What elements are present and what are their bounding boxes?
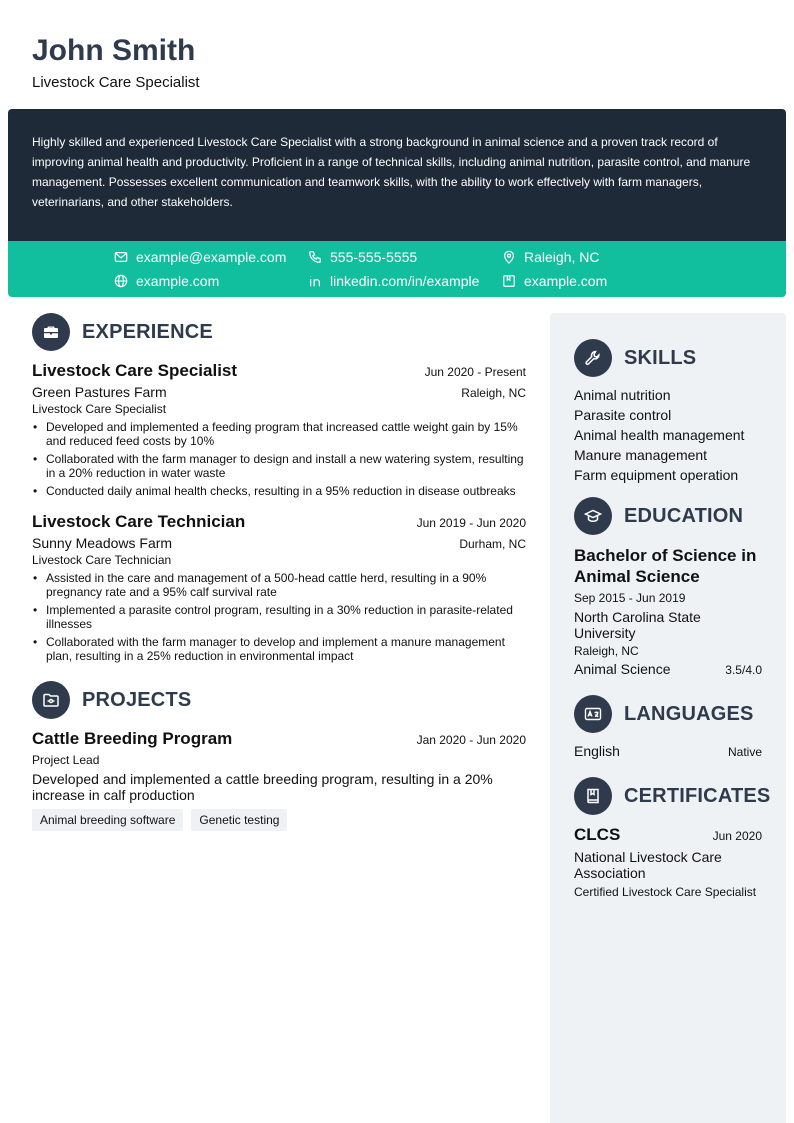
portfolio-icon	[502, 274, 516, 288]
contact-linkedin[interactable]	[308, 273, 479, 289]
main-column	[32, 313, 526, 831]
website-text: example.com	[136, 273, 220, 289]
graduation-cap-icon	[574, 497, 612, 535]
project-tags	[32, 809, 526, 831]
certificates-title: CERTIFICATES	[624, 784, 771, 807]
projects-heading	[32, 681, 526, 719]
languages-heading	[574, 695, 762, 733]
experience-title: EXPERIENCE	[82, 320, 213, 343]
certificate-date: Jun 2020	[712, 829, 762, 843]
education-field: Animal Science	[574, 661, 671, 677]
contact-bar	[8, 241, 786, 297]
linkedin-icon	[308, 274, 322, 288]
job-company: Sunny Meadows Farm	[32, 535, 173, 551]
email-text: example@example.com	[136, 249, 287, 265]
job-bullet: • Assisted in the care and management of a 500-head cattle herd, resulting in a 90% pregnancy rate and a 95% calf survival rate	[46, 571, 526, 599]
job-bullet: • Collaborated with the farm manager to develop and implement a manure management plan, resulting in a 25% reduction in environmental impact	[46, 635, 526, 663]
job-role: Livestock Care Specialist	[32, 402, 167, 416]
job-date: Jun 2019 - Jun 2020	[416, 516, 526, 530]
skill-item: Farm equipment operation	[574, 467, 739, 483]
languages-title: LANGUAGES	[624, 702, 754, 725]
linkedin-text: linkedin.com/in/example	[330, 273, 480, 289]
skills-heading	[574, 339, 762, 377]
project-tag: Animal breeding software	[32, 809, 183, 831]
location-pin-icon	[502, 250, 516, 264]
education-location: Raleigh, NC	[574, 644, 639, 658]
book-icon	[574, 777, 612, 815]
project-role: Project Lead	[32, 753, 100, 767]
translate-icon	[574, 695, 612, 733]
candidate-headline: Livestock Care Specialist	[32, 74, 200, 91]
education-date: Sep 2015 - Jun 2019	[574, 591, 686, 605]
certificate-name: CLCS	[574, 825, 621, 844]
skills-title: SKILLS	[624, 346, 697, 369]
email-icon	[114, 250, 128, 264]
education-degree: Bachelor of Science in Animal Science	[574, 546, 757, 586]
education-entry	[574, 545, 762, 677]
job-role: Livestock Care Technician	[32, 553, 172, 567]
job-bullet: • Developed and implemented a feeding program that increased cattle weight gain by 15% and reduced feed costs by 10%	[46, 420, 526, 448]
project-description: Developed and implemented a cattle breeding program, resulting in a 20% increase in calf production	[32, 771, 493, 803]
job-bullet: • Conducted daily animal health checks, resulting in a 95% reduction in disease outbreaks	[46, 484, 526, 498]
education-school: North Carolina State University	[574, 609, 701, 641]
skill-item: Animal nutrition	[574, 387, 671, 403]
project-tag: Genetic testing	[191, 809, 287, 831]
certificate-entry	[574, 825, 762, 899]
job-entry	[32, 512, 526, 663]
folder-icon	[32, 681, 70, 719]
job-title: Livestock Care Specialist	[32, 361, 238, 380]
job-date: Jun 2020 - Present	[424, 365, 526, 379]
phone-text: 555-555-5555	[330, 249, 418, 265]
projects-title: PROJECTS	[82, 688, 192, 711]
contact-email[interactable]	[114, 249, 286, 265]
skills-list	[574, 385, 762, 485]
certificates-heading	[574, 777, 771, 815]
location-text: Raleigh, NC	[524, 249, 600, 265]
experience-heading	[32, 313, 526, 351]
education-heading	[574, 497, 762, 535]
job-location: Raleigh, NC	[461, 386, 526, 400]
project-date: Jan 2020 - Jun 2020	[416, 733, 526, 747]
contact-portfolio[interactable]	[502, 273, 607, 289]
globe-icon	[114, 274, 128, 288]
job-title: Livestock Care Technician	[32, 512, 246, 531]
job-bullets	[32, 571, 526, 663]
job-company: Green Pastures Farm	[32, 384, 167, 400]
language-name: English	[574, 743, 620, 759]
candidate-name: John Smith	[32, 34, 196, 67]
summary-section	[8, 109, 786, 241]
language-item	[574, 743, 762, 759]
job-bullets	[32, 420, 526, 498]
job-bullet: • Implemented a parasite control program, resulting in a 30% reduction in parasite-related illnesses	[46, 603, 526, 631]
contact-website[interactable]	[114, 273, 219, 289]
resume-header	[32, 32, 200, 91]
language-level: Native	[727, 745, 762, 759]
wrench-icon	[574, 339, 612, 377]
sidebar-column	[550, 313, 786, 1123]
certificate-full-name: Certified Livestock Care Specialist	[574, 885, 757, 899]
briefcase-icon	[32, 313, 70, 351]
summary-text: Highly skilled and experienced Livestock Care Specialist with a strong background in animal science and a proven track record of improving animal health and productivity. Proficient in a range of technical skills, including animal nutrition, parasite control, and manure management. Possesses excellent communication and teamwork skills, with the ability to work effectively with farm managers, veterinarians, and other stakeholders.	[32, 135, 751, 209]
job-entry	[32, 361, 526, 498]
phone-icon	[308, 250, 322, 264]
education-gpa: 3.5/4.0	[725, 663, 762, 677]
job-bullet: • Collaborated with the farm manager to design and install a new watering system, resulting in a 20% reduction in water waste	[46, 452, 526, 480]
education-title: EDUCATION	[624, 504, 744, 527]
contact-phone[interactable]	[308, 249, 417, 265]
job-location: Durham, NC	[459, 537, 526, 551]
portfolio-text: example.com	[524, 273, 608, 289]
project-title: Cattle Breeding Program	[32, 729, 233, 748]
certificate-issuer: National Livestock Care Association	[574, 849, 722, 881]
contact-location	[502, 249, 599, 265]
project-entry	[32, 729, 526, 831]
skill-item: Animal health management	[574, 427, 745, 443]
skill-item: Manure management	[574, 447, 708, 463]
skill-item: Parasite control	[574, 407, 672, 423]
